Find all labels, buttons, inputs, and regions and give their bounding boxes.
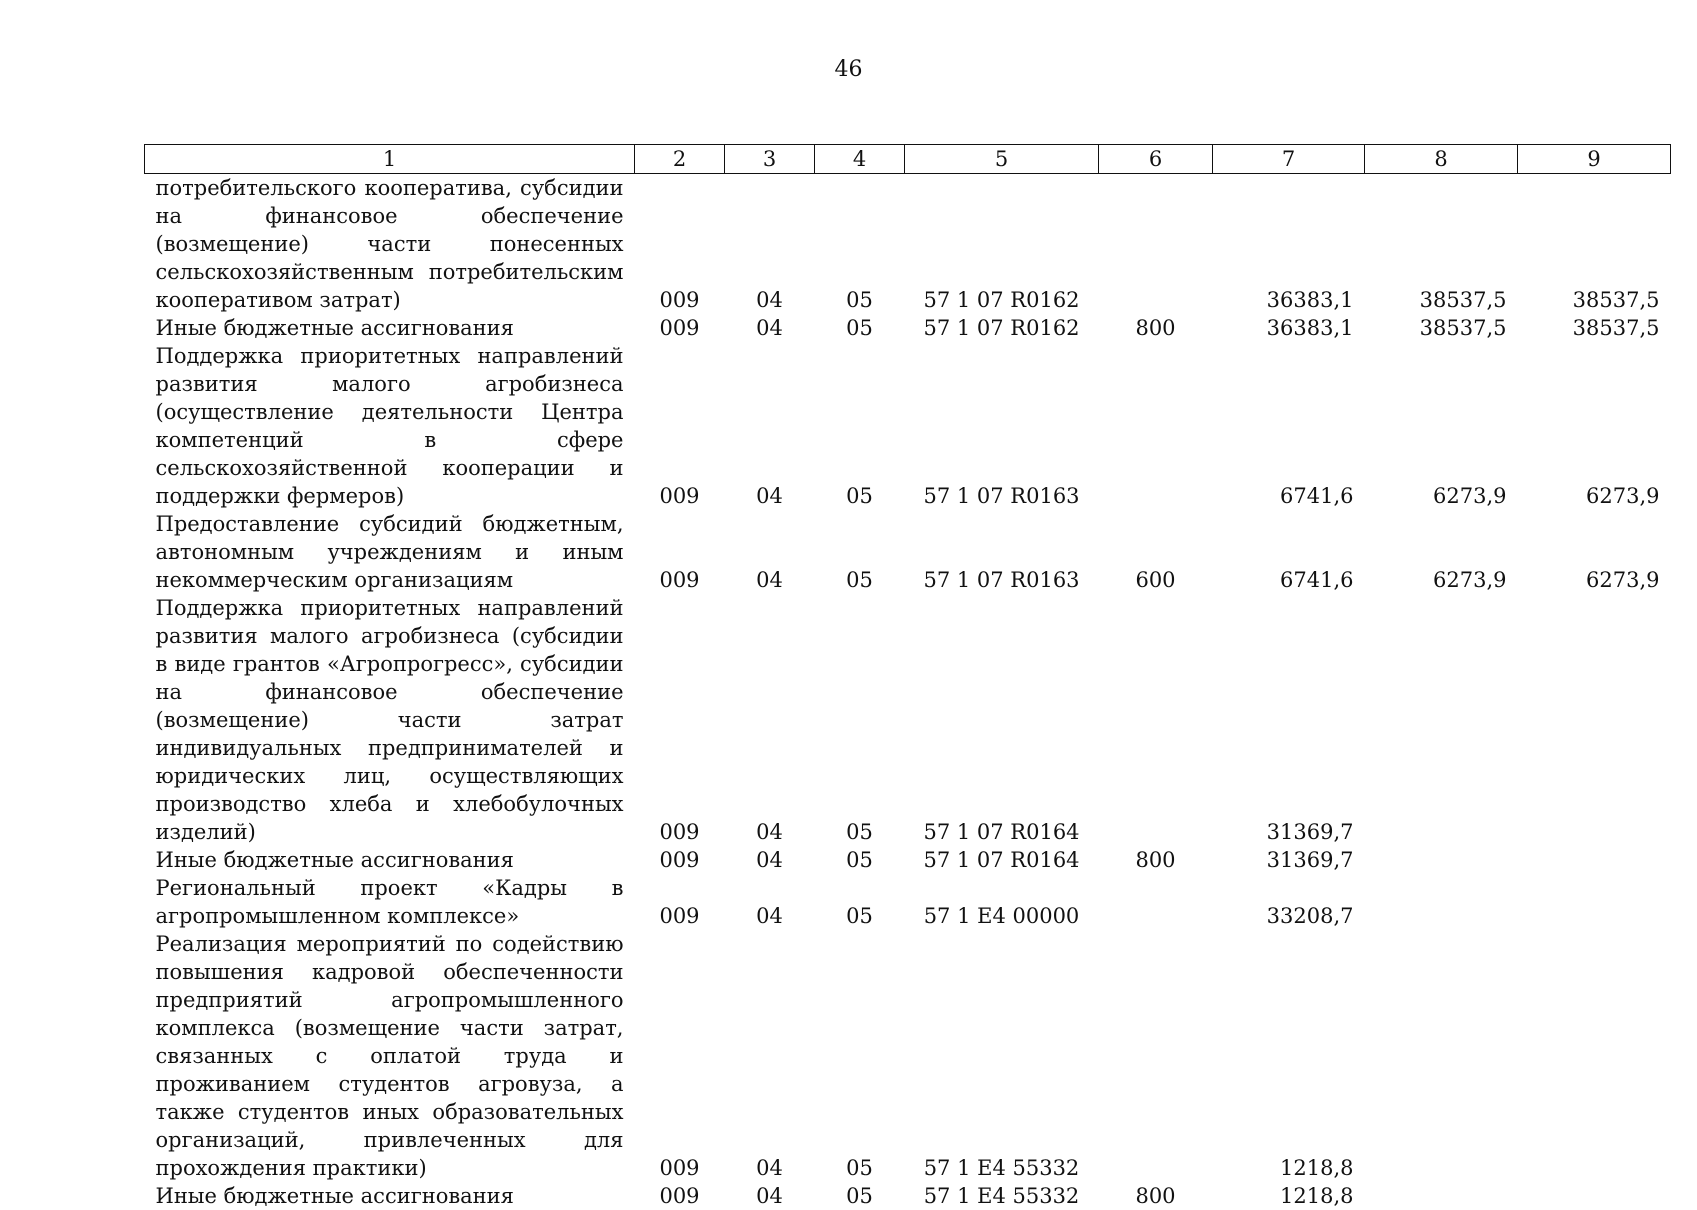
row-sum-3: 6273,9: [1586, 568, 1660, 592]
row-sum-3: [1518, 846, 1671, 874]
table-row: [145, 314, 1671, 342]
row-sum-1: 31369,7: [1266, 820, 1354, 844]
row-razdel: 04: [756, 904, 783, 928]
row-razdel: 04: [756, 1156, 783, 1180]
row-description: потребительского кооператива, субсидии на финансовое обеспечение (возмещение) части понесенных сельскохозяйственным потребительским кооперативом затрат): [155, 176, 624, 312]
row-sum-3: 38537,5: [1572, 316, 1660, 340]
column-header: 3: [725, 145, 815, 174]
column-header: 7: [1213, 145, 1365, 174]
row-expense-type: [1099, 930, 1213, 1182]
header-row: [145, 145, 1671, 174]
row-description: Иные бюджетные ассигнования: [155, 316, 514, 340]
row-razdel: 04: [756, 848, 783, 872]
row-razdel: 04: [756, 568, 783, 592]
row-sum-2: 38537,5: [1419, 288, 1507, 312]
row-sum-1: 36383,1: [1266, 316, 1354, 340]
row-razdel: 04: [756, 820, 783, 844]
row-sum-1: 6741,6: [1280, 568, 1354, 592]
row-glava: 009: [659, 568, 700, 592]
row-target-article: 57 1 07 R0163: [923, 484, 1080, 508]
row-sum-1: 36383,1: [1266, 288, 1354, 312]
row-glava: 009: [659, 484, 700, 508]
row-glava: 009: [659, 904, 700, 928]
row-sum-3: [1518, 930, 1671, 1182]
row-glava: 009: [659, 288, 700, 312]
row-target-article: 57 1 07 R0164: [923, 848, 1080, 872]
row-sum-2: [1365, 1182, 1518, 1210]
table-row: [145, 174, 1671, 315]
row-expense-type: [1099, 594, 1213, 846]
row-sum-1: 1218,8: [1280, 1156, 1354, 1180]
row-sum-1: 1218,8: [1280, 1184, 1354, 1208]
row-podrazdel: 05: [846, 1184, 873, 1208]
table-row: [145, 510, 1671, 594]
row-expense-type: [1099, 174, 1213, 315]
row-expense-type: [1099, 874, 1213, 930]
row-target-article: 57 1 07 R0162: [923, 288, 1080, 312]
row-target-article: 57 1 E4 55332: [923, 1156, 1080, 1180]
row-podrazdel: 05: [846, 288, 873, 312]
row-description: Иные бюджетные ассигнования: [155, 1184, 514, 1208]
column-header: 8: [1365, 145, 1518, 174]
table-row: [145, 594, 1671, 846]
row-glava: 009: [659, 1184, 700, 1208]
row-podrazdel: 05: [846, 848, 873, 872]
row-sum-3: [1518, 594, 1671, 846]
row-podrazdel: 05: [846, 820, 873, 844]
row-description: Поддержка приоритетных направлений развития малого агробизнеса (субсидии в виде грантов «Агропрогресс», субсидии на финансовое обеспечение (возмещение) части затрат индивидуальных предпринимателей и юридических лиц, осуществляющих производство хлеба и хлебобулочных изделий): [155, 596, 624, 844]
column-header: 5: [905, 145, 1099, 174]
row-expense-type: 800: [1135, 316, 1176, 340]
row-podrazdel: 05: [846, 316, 873, 340]
column-header: 1: [145, 145, 635, 174]
row-sum-2: 6273,9: [1433, 484, 1507, 508]
row-description: Поддержка приоритетных направлений развития малого агробизнеса (осуществление деятельности Центра компетенций в сфере сельскохозяйственной кооперации и поддержки фермеров): [155, 344, 624, 508]
row-expense-type: 800: [1135, 1184, 1176, 1208]
row-sum-2: [1365, 874, 1518, 930]
table-row: [145, 930, 1671, 1182]
row-target-article: 57 1 07 R0164: [923, 820, 1080, 844]
row-description: Предоставление субсидий бюджетным, автономным учреждениям и иным некоммерческим организациям: [155, 512, 624, 592]
row-razdel: 04: [756, 288, 783, 312]
page-number: 46: [834, 57, 863, 82]
row-sum-3: 6273,9: [1586, 484, 1660, 508]
table-row: [145, 846, 1671, 874]
row-sum-1: 31369,7: [1266, 848, 1354, 872]
row-target-article: 57 1 07 R0163: [923, 568, 1080, 592]
column-header: 6: [1099, 145, 1213, 174]
row-expense-type: [1099, 342, 1213, 510]
row-sum-2: [1365, 846, 1518, 874]
row-expense-type: 800: [1135, 848, 1176, 872]
row-description: Региональный проект «Кадры в агропромышленном комплексе»: [155, 876, 624, 928]
row-target-article: 57 1 07 R0162: [923, 316, 1080, 340]
table-row: [145, 1182, 1671, 1210]
row-sum-1: 33208,7: [1266, 904, 1354, 928]
row-description: Реализация мероприятий по содействию повышения кадровой обеспеченности предприятий агропромышленного комплекса (возмещение части затрат, связанных с оплатой труда и проживанием студентов агровуза, а также студентов иных образовательных организаций, привлеченных для прохождения практики): [155, 932, 624, 1180]
row-razdel: 04: [756, 1184, 783, 1208]
column-header: 2: [635, 145, 725, 174]
budget-table: [144, 144, 1671, 1210]
row-sum-1: 6741,6: [1280, 484, 1354, 508]
row-sum-3: 38537,5: [1572, 288, 1660, 312]
row-sum-3: [1518, 1182, 1671, 1210]
row-podrazdel: 05: [846, 484, 873, 508]
row-razdel: 04: [756, 316, 783, 340]
row-description: Иные бюджетные ассигнования: [155, 848, 514, 872]
row-glava: 009: [659, 820, 700, 844]
table-row: [145, 342, 1671, 510]
table-row: [145, 874, 1671, 930]
row-razdel: 04: [756, 484, 783, 508]
row-sum-2: 6273,9: [1433, 568, 1507, 592]
row-sum-3: [1518, 874, 1671, 930]
row-glava: 009: [659, 1156, 700, 1180]
column-header: 9: [1518, 145, 1671, 174]
row-target-article: 57 1 E4 55332: [923, 1184, 1080, 1208]
row-target-article: 57 1 E4 00000: [923, 904, 1080, 928]
row-sum-2: 38537,5: [1419, 316, 1507, 340]
row-podrazdel: 05: [846, 1156, 873, 1180]
row-podrazdel: 05: [846, 904, 873, 928]
row-expense-type: 600: [1135, 568, 1176, 592]
row-sum-2: [1365, 594, 1518, 846]
row-podrazdel: 05: [846, 568, 873, 592]
row-sum-2: [1365, 930, 1518, 1182]
row-glava: 009: [659, 316, 700, 340]
row-glava: 009: [659, 848, 700, 872]
column-header: 4: [815, 145, 905, 174]
